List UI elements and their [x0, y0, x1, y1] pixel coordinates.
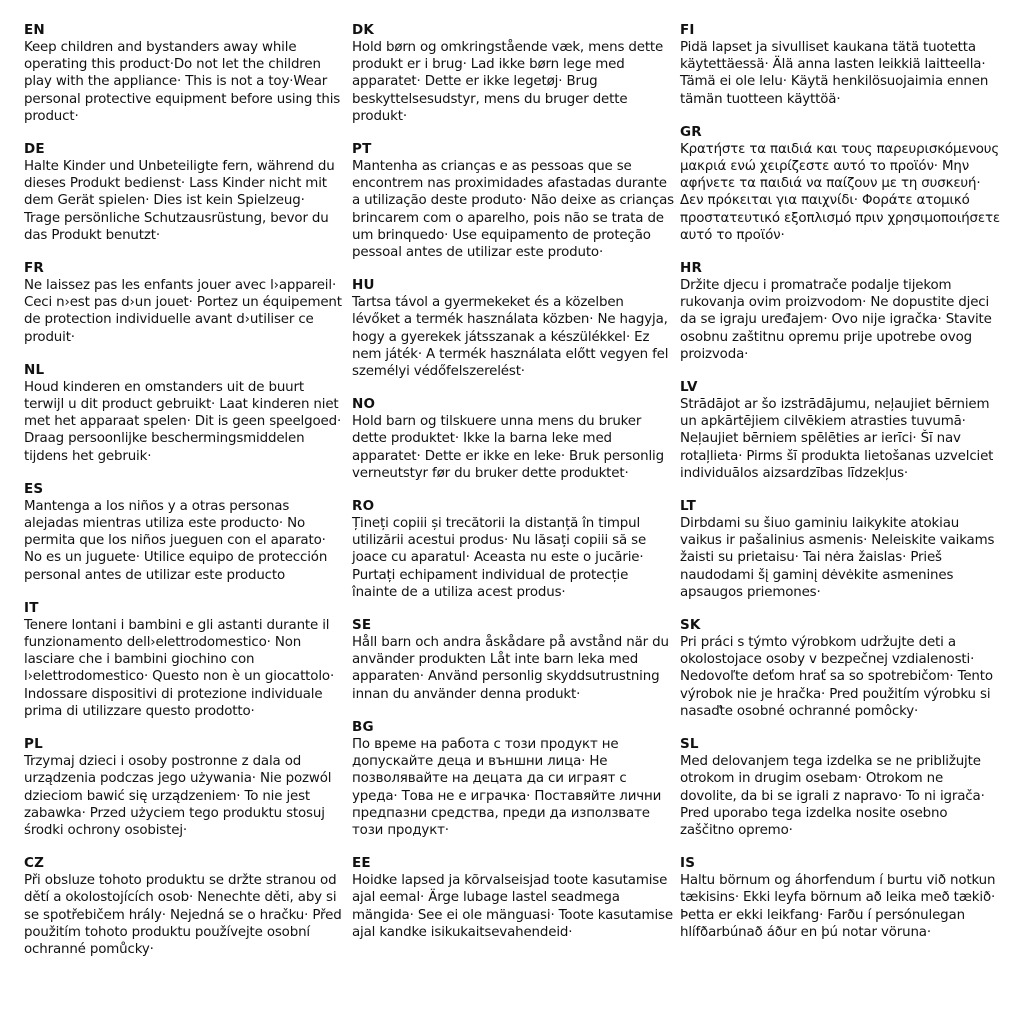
section-cz [24, 855, 344, 958]
section-bg [352, 719, 674, 839]
section-fr [24, 260, 344, 346]
warning-text: Keep children and bystanders away while operating this product·Do not let the children play with the appliance· This is not a toy·Wear personal protective equipment before using this product· [24, 40, 341, 124]
section-pl [24, 736, 344, 839]
section-de [24, 141, 344, 244]
section-hr [680, 260, 1002, 363]
language-code: NL [24, 361, 45, 378]
language-code: EE [352, 855, 371, 872]
language-code: HU [352, 277, 375, 294]
warning-text: Hoidke lapsed ja kõrvalseisjad toote kasutamise ajal eemal· Ärge lubage lastel seadmega mängida· See ei ole mänguasi· Toote kasutamise ajal kandke isikukaitsevahendeid· [352, 873, 673, 940]
warning-text: Håll barn och andra åskådare på avstånd när du använder produkten Låt inte barn leka med apparaten· Använd personlig skyddsutrustning innan du använder denna produkt· [352, 635, 669, 702]
warning-text: Trzymaj dzieci i osoby postronne z dala od urządzenia podczas jego używania· Nie pozwól dzieciom bawić się urządzeniem· To nie jest zabawka· Przed użyciem tego produktu stosuj środki ochrony osobistej· [24, 754, 332, 838]
section-dk [352, 22, 674, 125]
section-it [24, 600, 344, 720]
language-code: EN [24, 22, 45, 38]
language-code: SE [352, 617, 372, 634]
language-code: DE [24, 141, 45, 158]
section-lt [680, 498, 1002, 601]
warning-text: Hold barn og tilskuere unna mens du bruker dette produktet· Ikke la barna leke med apparatet· Dette er ikke en leke· Bruk personlig verneutstyr før du bruker dette produktet· [352, 414, 664, 481]
section-nl [24, 362, 344, 465]
warning-text: Țineți copiii și trecătorii la distanță în timpul utilizării acestui produs· Nu lăsați copiii să se joace cu aparatul· Aceasta nu este o jucărie· Purtați echipament individual de protecție înainte de a utiliza acest produs· [352, 516, 647, 600]
warning-text: Pidä lapset ja sivulliset kaukana tätä tuotetta käytettäessä· Älä anna lasten leikkiä laitteella· Tämä ei ole lelu· Käytä henkilösuojaimia ennen tämän tuotteen käyttöä· [680, 40, 989, 107]
warning-text: По време на работа с този продукт не допускайте деца и външни лица· Не позволявайте на децата да си играят с уреда· Това не е играчка· Поставяйте лични предпазни средства, преди да използвате този продукт· [352, 736, 662, 838]
warning-text: Strādājot ar šo izstrādājumu, neļaujiet bērniem un apkārtējiem cilvēkiem atrasties tuvumā· Neļaujiet bērniem spēlēties ar ierīci· Šī nav rotaļlieta· Pirms šī produkta lietošanas uzvelciet individuālos aizsardzības līdzekļus· [680, 397, 994, 481]
language-code: IT [24, 599, 39, 616]
warning-text: Tenere lontani i bambini e gli astanti durante il funzionamento dell›elettrodomestico· Non lasciare che i bambini giochino con l›elettrodomestico· Questo non è un giocattolo· Indossare dispositivi di protezione individuale prima di utilizzare questo prodotto· [24, 617, 335, 719]
column-left [24, 22, 344, 974]
language-code: BG [352, 718, 374, 735]
warning-text: Halte Kinder und Unbeteiligte fern, während du dieses Produkt bedienst· Lass Kinder nicht mit dem Gerät spielen· Dies ist kein Spielzeug· Trage persönliche Schutzausrüstung, bevor du das Produkt benutzt· [24, 159, 335, 243]
language-code: SK [680, 617, 701, 634]
section-sk [680, 617, 1002, 720]
language-code: NO [352, 396, 376, 413]
warning-text: Dirbdami su šiuo gaminiu laikykite atokiau vaikus ir pašalinius asmenis· Neleiskite vaikams žaisti su prietaisu· Tai nėra žaislas· Prieš naudodami šį gaminį dėvėkite asmenines apsaugos priemones· [680, 516, 995, 600]
language-code: RO [352, 498, 375, 515]
language-code: HR [680, 260, 703, 277]
warning-text: Držite djecu i promatrače podalje tijekom rukovanja ovim proizvodom· Ne dopustite djeci da se igraju uređajem· Ovo nije igračka· Stavite osobnu zaštitnu opremu prije upotrebe ovog proizvoda· [680, 278, 992, 362]
language-code: ES [24, 480, 44, 497]
language-code: SL [680, 736, 699, 753]
section-pt [352, 141, 674, 261]
section-sl [680, 736, 1002, 839]
section-es [24, 481, 344, 584]
warning-text: Mantenga a los niños y a otras personas alejadas mientras utiliza este producto· No permita que los niños jueguen con el aparato· No es un juguete· Utilice equipo de protección personal antes de utilizar este producto [24, 498, 328, 583]
warning-text: Κρατήστε τα παιδιά και τους παρευρισκόμενους μακριά ενώ χειρίζεστε αυτό το προϊόν· Μην αφήνετε τα παιδιά να παίζουν με τη συσκευή· Δεν πρόκειται για παιχνίδι· Φοράτε ατομικό προστατευτικό εξοπλισμό πριν χρησιμοποιήσετε αυτό το προϊόν· [680, 141, 1000, 243]
warning-text: Tartsa távol a gyermekeket és a közelben lévőket a termék használata közben· Ne hagyja, hogy a gyerekek játsszanak a készülékkel· Ez nem játék· A termék használata előtt vegyen fel személyi védőfelszerelést· [352, 295, 669, 380]
section-en [24, 22, 344, 125]
section-se [352, 617, 674, 703]
section-no [352, 396, 674, 482]
language-code: FI [680, 22, 695, 38]
warning-text: Pri práci s týmto výrobkom udržujte deti a okolostojace osoby v bezpečnej vzdialenosti· Nedovoľte deťom hrať sa so spotrebičom· Tento výrobok nie je hračka· Pred použitím výrobku si nasaďte osobné ochranné pomôcky· [680, 635, 993, 719]
language-code: PT [352, 141, 372, 158]
language-code: PL [24, 736, 43, 753]
section-ro [352, 498, 674, 601]
language-code: FR [24, 260, 45, 277]
section-lv [680, 379, 1002, 482]
section-hu [352, 277, 674, 380]
section-gr [680, 124, 1002, 244]
warning-text: Při obsluze tohoto produktu se držte stranou od dětí a okolostojících osob· Nenechte děti, aby si se spotřebičem hrály· Nejedná se o hračku· Před použitím tohoto produktu používejte osobní ochranné pomůcky· [24, 873, 342, 957]
section-ee [352, 855, 674, 941]
warning-text: Mantenha as crianças e as pessoas que se encontrem nas proximidades afastadas durante a utilização deste produto· Não deixe as crianças brincarem com o aparelho, pois não se trata de um brinquedo· Use equipamento de proteção pessoal antes de utilizar este produto· [352, 159, 674, 261]
language-code: IS [680, 855, 696, 872]
language-code: GR [680, 123, 702, 140]
section-fi [680, 22, 1002, 108]
language-code: LT [680, 498, 696, 515]
warning-text: Haltu börnum og áhorfendum í burtu við notkun tækisins· Ekki leyfa börnum að leika með tækið· Þetta er ekki leikfang· Farðu í persónulegan hlífðarbúnað áður en þú notar vöruna· [680, 873, 996, 940]
language-code: LV [680, 379, 698, 396]
language-code: DK [352, 22, 375, 38]
column-right [680, 22, 1002, 957]
language-code: CZ [24, 855, 45, 872]
warning-text: Hold børn og omkringstående væk, mens dette produkt er i brug· Lad ikke børn lege med apparatet· Dette er ikke legetøj· Brug beskyttelsesudstyr, mens du bruger dette produkt· [352, 40, 664, 124]
warning-text: Ne laissez pas les enfants jouer avec l›appareil· Ceci n›est pas d›un jouet· Portez un équipement de protection individuelle avant d›utiliser ce produit· [24, 278, 342, 345]
warning-text: Houd kinderen en omstanders uit de buurt terwijl u dit product gebruikt· Laat kinderen niet met het apparaat spelen· Dit is geen speelgoed· Draag persoonlijke beschermingsmiddelen tijdens het gebruik· [24, 379, 342, 464]
column-middle [352, 22, 674, 957]
section-is [680, 855, 1002, 941]
warning-text: Med delovanjem tega izdelka se ne približujte otrokom in drugim osebam· Otrokom ne dovolite, da bi se igrali z napravo· To ni igrača· Pred uporabo tega izdelka nosite osebno zaščitno opremo· [680, 754, 985, 838]
